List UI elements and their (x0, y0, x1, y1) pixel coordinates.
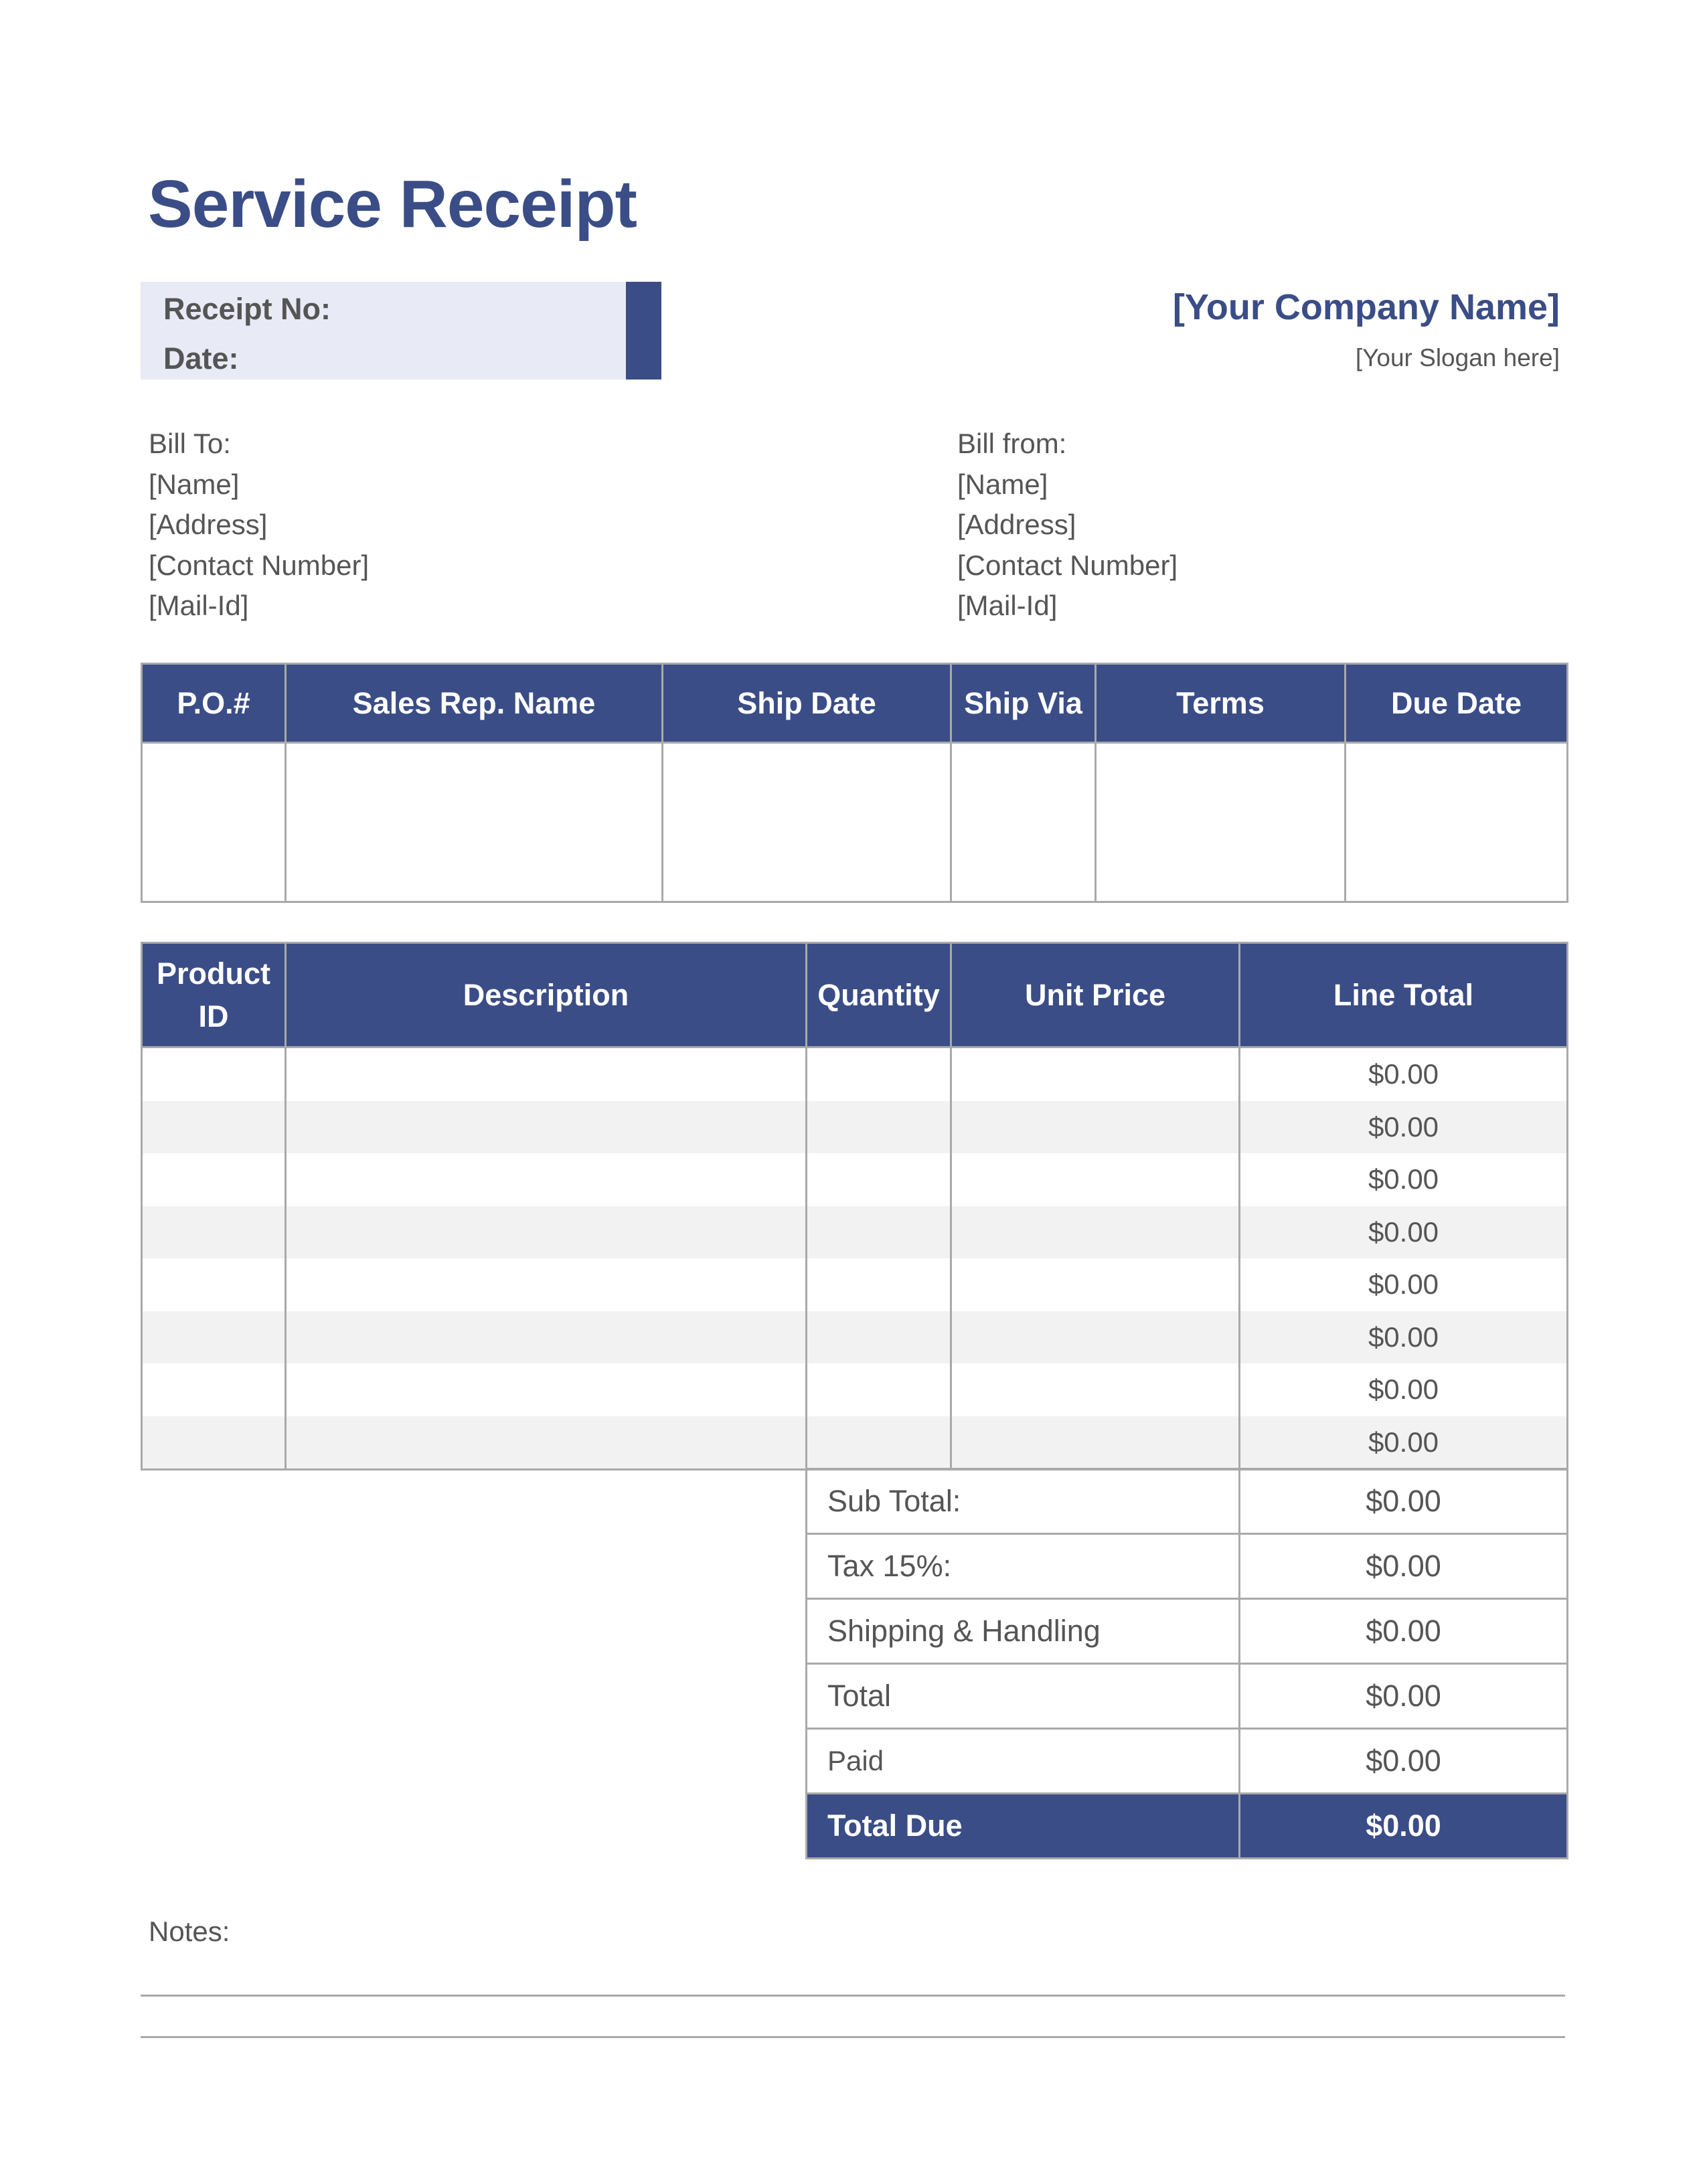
paid-label: Paid (807, 1729, 1240, 1794)
line-total-cell: $0.00 (1240, 1258, 1568, 1311)
header-due-date: Due Date (1346, 664, 1568, 743)
bill-from-heading: Bill from: (957, 428, 1067, 459)
line-total-cell: $0.00 (1240, 1416, 1568, 1470)
bill-from-name: [Name] (957, 468, 1048, 500)
notes-line (141, 1995, 1565, 1997)
items-table (141, 942, 1568, 1471)
receipt-no-label: Receipt No: (163, 292, 331, 326)
bill-to-address: [Address] (149, 509, 268, 540)
line-total-cell: $0.00 (1240, 1206, 1568, 1259)
header-line-total: Line Total (1240, 943, 1568, 1047)
table-row (142, 1311, 1568, 1364)
total-due-value: $0.00 (1240, 1794, 1568, 1859)
paid-value: $0.00 (1240, 1729, 1568, 1794)
receipt-meta-accent-bar (626, 282, 661, 380)
tax-label: Tax 15%: (807, 1534, 1240, 1599)
line-total-cell: $0.00 (1240, 1311, 1568, 1364)
bill-to-heading: Bill To: (149, 428, 231, 459)
sales-rep-name-cell[interactable] (286, 743, 663, 902)
table-row (142, 1047, 1568, 1101)
header-unit-price: Unit Price (951, 943, 1240, 1047)
header-description: Description (286, 943, 807, 1047)
bill-from-contact: [Contact Number] (957, 549, 1178, 581)
shipping-value: $0.00 (1240, 1599, 1568, 1664)
bill-to-contact: [Contact Number] (149, 549, 370, 581)
table-row (142, 1206, 1568, 1259)
bill-from-address: [Address] (957, 509, 1076, 540)
tax-row (807, 1534, 1568, 1599)
tax-value: $0.00 (1240, 1534, 1568, 1599)
table-row (142, 1258, 1568, 1311)
header-quantity: Quantity (807, 943, 951, 1047)
subtotal-value: $0.00 (1240, 1469, 1568, 1534)
line-total-cell: $0.00 (1240, 1047, 1568, 1101)
subtotal-label: Sub Total: (807, 1469, 1240, 1534)
table-row (142, 1363, 1568, 1416)
total-row (807, 1664, 1568, 1729)
po-cell[interactable] (142, 743, 286, 902)
terms-cell[interactable] (1096, 743, 1346, 902)
header-ship-via: Ship Via (951, 664, 1096, 743)
due-date-cell[interactable] (1346, 743, 1568, 902)
total-due-label: Total Due (807, 1794, 1240, 1859)
table-row (142, 1101, 1568, 1154)
summary-table (805, 1468, 1568, 1859)
ship-via-cell[interactable] (951, 743, 1096, 902)
header-po: P.O.# (142, 664, 286, 743)
line-total-cell: $0.00 (1240, 1153, 1568, 1206)
bill-from-block (957, 424, 1178, 626)
order-info-table (141, 663, 1568, 903)
table-row (142, 1416, 1568, 1470)
company-name: [Your Company Name] (1172, 287, 1560, 327)
line-total-cell: $0.00 (1240, 1101, 1568, 1154)
company-slogan: [Your Slogan here] (1355, 344, 1560, 371)
date-label: Date: (163, 341, 239, 375)
table-row (142, 1153, 1568, 1206)
total-label: Total (807, 1664, 1240, 1729)
notes-line (141, 2036, 1565, 2038)
header-ship-date: Ship Date (663, 664, 951, 743)
header-terms: Terms (1096, 664, 1346, 743)
shipping-label: Shipping & Handling (807, 1599, 1240, 1664)
bill-to-block (149, 424, 369, 626)
ship-date-cell[interactable] (663, 743, 951, 902)
header-product-id: Product ID (142, 943, 286, 1047)
paid-row (807, 1729, 1568, 1794)
line-total-cell: $0.00 (1240, 1363, 1568, 1416)
total-due-row (807, 1794, 1568, 1859)
notes-label: Notes: (149, 1916, 230, 1947)
page-title: Service Receipt (148, 167, 637, 242)
header-sales-rep-name: Sales Rep. Name (286, 664, 663, 743)
bill-to-name: [Name] (149, 468, 240, 500)
bill-to-mail: [Mail-Id] (149, 590, 249, 621)
subtotal-row (807, 1469, 1568, 1534)
shipping-row (807, 1599, 1568, 1664)
bill-from-mail: [Mail-Id] (957, 590, 1058, 621)
total-value: $0.00 (1240, 1664, 1568, 1729)
